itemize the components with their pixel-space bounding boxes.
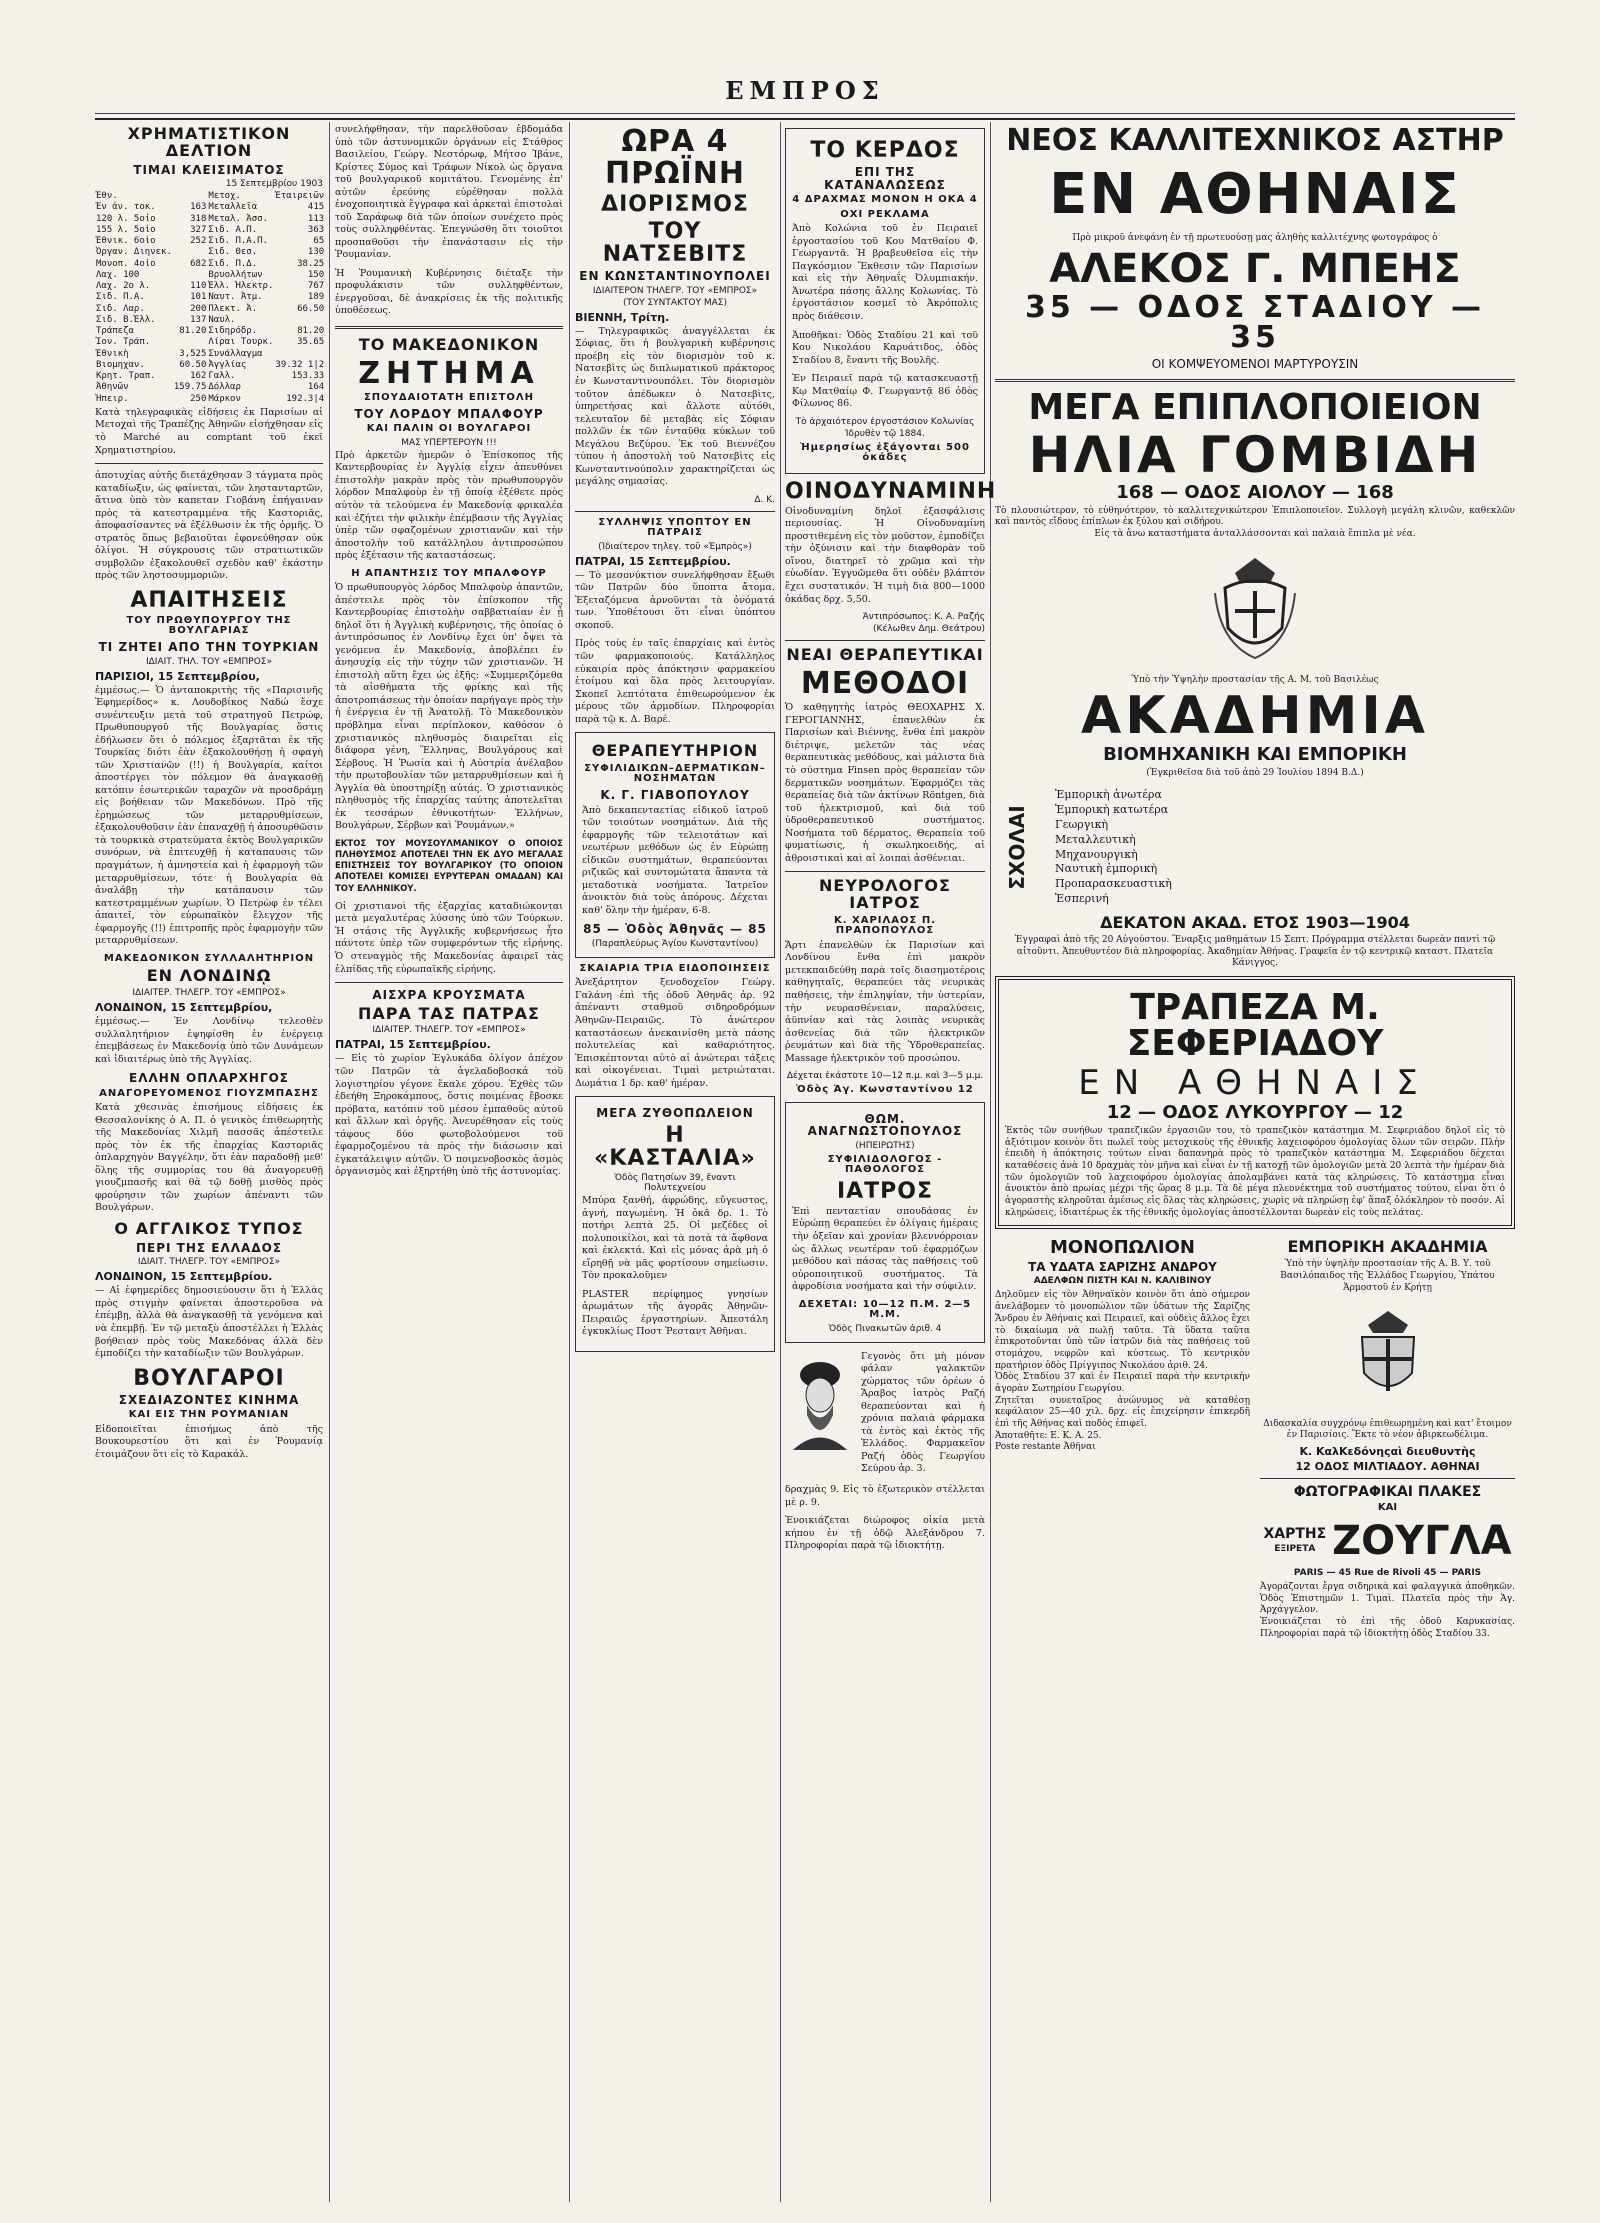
table-row — [95, 382, 325, 393]
ad-address: 168 — ΟΔΟΣ ΑΙΟΛΟΥ — 168 — [1116, 481, 1394, 503]
ad-hours: Δέχεται ἑκάστοτε 10—12 π.μ. καὶ 3—5 μ.μ. — [786, 1071, 984, 1082]
dateline: ΛΟΝΔΙΝΟΝ, 15 Σεπτεμβρίου. — [95, 1270, 273, 1284]
article-signature: Δ. Κ. — [754, 494, 775, 505]
ad-address: Ὁδὸς Πατησίων 39, ἔναντι Πολυτεχνείου — [614, 1172, 736, 1193]
table-cell: Βιομηχαν. — [96, 359, 145, 370]
ad-text: Ἱδρυθὲν τῷ 1884. — [845, 428, 925, 439]
ad-address: (Παραπλεύρως Ἁγίου Κωνσταντίνου) — [591, 938, 759, 949]
royal-crest-icon — [1210, 553, 1300, 663]
ad-text: ΧΑΡΤΗΣ — [1263, 1526, 1327, 1543]
ad-text: Ἡμερησίως ἐξάγονται 500 ὀκάδες — [800, 441, 970, 464]
table-cell — [274, 349, 325, 360]
ad-name: ΗΛΙΑ ΓΟΜΒΙΔΗ — [1028, 425, 1482, 484]
table-row — [95, 371, 325, 382]
coat-of-arms-icon — [1348, 1307, 1428, 1407]
ad-agent: Ἀντιπρόσωπος: Κ. Α. Ραζής — [862, 612, 985, 623]
ad-text: Ἐκτὸς τῶν συνήθων τραπεζικῶν ἐργασιῶν του, τὸ τραπεζικὸν κατάστημα Μ. Σεφεριάδου δηλοῖ εἰς τὸ ἀξιότιμον κοινὸν ὅτι πωλεῖ τοὺς μετοχικοὺς τῆς ἐθνικῆς λαχειοφόρου ὁμολογίας ὅλων τῶν σειρῶν. Πλὴν ἐπειδὴ ἡ ἀπόκτησις τούτων εἶναι δαπανηρὰ πρὸς τὸ τραπεζικὸν κατάστημα Μ. Σεφεριάδου δέχεται καταθέσεις ἀνὰ 10 δραχμὰς τὸν μῆνα καὶ εἶναι ἐν τῇ κατοχῇ τῶν ὁμολογιῶν μετὰ 20 λεπτὰ τὴν ἡμέραν διὰ τῶν ὁμολογιῶν τοῦ λαχειοφόρου ὁμολογίας ἀπολαμβάνει κατὰ τὰς κληρώσεις. Τὸ κατάστημα εἶναι ἀνοικτὸν ἀπὸ πρωίας μέχρι τῆς ὥρας 8 μ.μ. Τὰ δὲ μέγα πλεονέκτημα τοῦ συστήματος τούτου, εἶναι ὅτι ὁ ἀγοραστὴς κληροῦται ἀμέσως εἰς ὅλας τὰς κληρώσεις, χωρὶς νὰ πληρώσῃ ἐφ' ἅπαξ ὁλόκληρον τὸ ποσόν. Αἱ κληρώσεις, ἰδιαιτέρως ἐκ τῆς ἐθνικῆς ὁμολογίας ἀποστέλλονται δωρεὰν εἰς τοὺς πελάτας. — [1005, 1125, 1505, 1218]
dateline: ΠΑΤΡΑΙ, 15 Σεπτεμβρίου. — [335, 1038, 491, 1052]
article-headline: ΖΗΤΗΜΑ — [358, 355, 540, 391]
table-row — [95, 202, 325, 213]
table-cell: Ναυτ. Ἀτμ. — [208, 292, 263, 303]
dateline: ΠΑΡΙΣΙΟΙ, 15 Σεπτεμβρίου, — [95, 669, 260, 683]
ad-text: Ἀνεξάρτητον ξενοδοχεῖον Γεώργ. Γαλάνη ἐπὶ τῆς ὁδοῦ Ἀθηνᾶς ἀρ. 92 ἀπέναντι σταθμοῦ σιδηροδρόμων Ἀθηνῶν-Πειραιῶς. Τὸ ἀνώτερον καταστάσεων ἀνεκαινίσθη μετὰ πάσης πολυτελείας καὶ καθαριότητος. Ἐπισκέπτονται αὐτὸ αἱ ἀνώτεραι τάξεις καὶ οἰκογένειαι. Τιμαὶ μετριώταται. Δωμάτια 1 δρ. καθ' ἡμέραν. — [575, 977, 775, 1089]
ad-title: ΜΕΘΟΔΟΙ — [800, 665, 970, 701]
list-item: Ἐμπορικὴ ἀνωτέρα — [1055, 788, 1162, 802]
ad-title: ΜΕΓΑ ΖΥΘΟΠΩΛΕΙΟΝ — [596, 1106, 754, 1121]
table-cell: 327 — [190, 224, 207, 235]
article-text: Οἱ χριστιανοὶ τῆς ἐξαρχίας καταδιώκονται μετὰ μεγαλυτέρας λύσσης ὑπὸ τῶν Τούρκων. Ἡ στάσις τῆς Ἀγγλικῆς κυβερνήσεως ἦτο πάντοτε ὑπὲρ τῶν συμφερόντων τῆς εἰρήνης. Ὁ στεναγμὸς τῆς Μακεδονίας ἀφαιρεῖ τὰς ἐλπίδας τῆς εὐρωπαϊκῆς εἰρήνης. — [335, 900, 563, 975]
article-headline: ΤΟ ΜΑΚΕΔΟΝΙΚΟΝ — [358, 334, 540, 354]
ad-text: Διδασκαλία συγχρόνῳ ἐπιθεωρημένη καὶ κατ' ἔτοιμον ἐν Παρισίοις. Ἔκτε τὸ νέον ἀβιρκεωδέλιμα. — [1263, 1418, 1512, 1441]
article-headline: ΠΑΡΑ ΤΑΣ ΠΑΤΡΑΣ — [358, 1003, 540, 1023]
ad-text: Ἐν Πειραιεῖ παρὰ τῷ κατασκευαστῇ Κῳ Ματθαίῳ Φ. Γεωργαντᾷ 86 ὁδὸς Φίλωνος 86. — [792, 373, 978, 410]
article-headline: ΩΡΑ 4 ΠΡΩΪΝΗ — [605, 124, 745, 191]
table-cell: Γαλλ. — [208, 371, 236, 382]
ad-text: δραχμὰς 9. Εἰς τὸ ἐξωτερικὸν στέλλεται μὲ ρ. 9. — [785, 1483, 985, 1508]
market-subtitle: ΤΙΜΑΙ ΚΛΕΙΣΙΜΑΤΟΣ — [133, 162, 285, 177]
table-cell: 159.75 — [173, 382, 207, 393]
article-text: ἀποτυχίας αὐτῆς διετάχθησαν 3 τάγματα πρὸς καταδίωξιν, ὡς φαίνεται, τῶν ληστανταρτῶν, ἅτινα ὑπὸ τὸν καπεταν Γιοβάνη ἐπήγαιναν πρὸς τὰ κατεστραμμένα τῆς Καστοριᾶς, ἀποφασίσαντες νὰ ἐξέλθωσιν ἐκ τῆς ὁρμῆς. Ὁ στρατὸς ὅπως βεβαιοῦται ἐφονεύθησαν οὐκ ὀλίγοι. Ἡ σύγκρουσις τῶν στρατιωτικῶν συμβολῶν ἐξακολουθεῖ σχεδὸν καθ' ἑκάστην πρὸς τῶν ληστοσυμμοριῶν. — [95, 470, 323, 582]
ad-text: Ἐνοικιάζεται διώροφος οἰκία μετὰ κήπου ἐν τῇ ὁδῷ Ἀλεξάνδρου 7. Πληροφορίαι παρὰ τῷ ἰδιοκτήτῃ. — [785, 1515, 985, 1552]
table-cell: 81.20 — [179, 326, 207, 337]
market-note: Κατὰ τηλεγραφικὰς εἰδήσεις ἐκ Παρισίων αἱ Μετοχαὶ τῆς Τραπέζης Ἀθηνῶν εἰσήχθησαν εἰς τὸ Marché au comptant τοῦ ἐκεῖ Χρηματιστηρίου. — [95, 406, 323, 456]
table-cell: 189 — [307, 292, 325, 303]
table-cell: 318 — [190, 213, 207, 224]
table-cell: Μάρκον — [208, 393, 241, 404]
table-cell — [274, 315, 325, 326]
lower-ads — [995, 1235, 1515, 1640]
table-cell — [173, 337, 208, 348]
table-cell: 113 — [307, 213, 325, 224]
table-cell: 192.3|4 — [286, 393, 325, 404]
table-cell: 137 — [190, 314, 207, 325]
table-cell: Ἑλλ. Ἠλεκτρ. — [208, 281, 274, 292]
article-text: — Εἰς τὸ χωρίον Ἐγλυκάδα ὀλίγον ἀπέχον τῶν Πατρῶν τὰ ἀγελαδοβοσκά τοῦ λογιστηρίου γέγονε ἔκαλε χόρου. Ἐχθὲς τῶν ἐδεήθη Ξηροκάμπους, ὅστις ποιμένας ἔβοσκε πρόβατα, κατόπιν τοῦ μέσου ἐμπαθοῦς αὐτοῦ καὶ ἄλλων καὶ ὀργῆς. Ἀνευρέθησαν εἰς τοὺς τάφους δύο φωτοβολούμενοι τοῦ ἐφαρμοζομένου τὰ πρὸς τὴν διάσωσιν καὶ ἐγκατάλειψιν αὐτῶν. Ὁ ποιμενοβοσκὸς ἀσμὸς ὀργανισμὸς καὶ ἐξηρτήθη ὑπὸ τῆς ἀστυνομίας. — [335, 1053, 563, 1178]
ad-title: ΘΕΡΑΠΕΥΤΗΡΙΟΝ — [591, 741, 759, 761]
ad-title: ΟΙΝΟΔΥΝΑΜΙΝΗ — [785, 478, 997, 504]
article-subheadline: ΚΑΙ ΕΙΣ ΤΗΝ ΡΟΥΜΑΝΙΑΝ — [128, 1409, 290, 1421]
dateline: ΛΟΝΔΙΝΟΝ, 15 Σεπτεμβρίου, — [95, 1000, 273, 1014]
table-cell — [173, 247, 208, 258]
dateline: ΒΙΕΝΝΗ, Τρίτη. — [575, 310, 670, 324]
table-cell: Ἠπειρ. — [96, 393, 129, 404]
table-cell: Σιδ. Λαρ. — [96, 303, 145, 314]
ad-text: Ὁδὸς Σταδίου 37 καὶ ἐν Πειραιεῖ παρὰ τὴν κεντρικὴν ἀγορὰν Σωτηρίου Γεωργίου. — [995, 1372, 1250, 1394]
article-headline: ΜΑΚΕΔΟΝΙΚΟΝ ΣΥΛΛΑΛΗΤΗΡΙΟΝ — [103, 952, 315, 964]
table-cell: Βρυολλήτων — [208, 269, 263, 280]
masthead-rule — [95, 113, 1515, 114]
table-row — [95, 360, 325, 371]
ad-title: ΦΩΤΟΓΡΑΦΙΚΑΙ ΠΛΑΚΕΣ — [1293, 1483, 1482, 1500]
ad-text: Ἀποταθῆτε: Ε. Κ. Α. 25. — [995, 1430, 1102, 1441]
column-1 — [95, 122, 323, 2202]
article-text: συνελήφθησαν, τὴν παρελθοῦσαν ἑβδομάδα ὑπὸ τῶν ἀστυνομικῶν ὀργάνων εἰς Στάθρος Βασιλείου, Γεώργ. Νεστόρωφ, Μήτσο Ἰβάνε, Κρίστες Σύμος καὶ Τράφων Νίκολ ὡς ὄργανα τοῦ βουλγαρικοῦ κομιτάτου. Γενομένης ἐπ' αὐτῶν ἐρεύνης εὑρέθησαν πολλὰ ἐνοχοποιητικὰ ἔγγραφα καὶ ἀρκεταὶ ἐπιστολαὶ τοῦ Σαράφωφ διὰ τῶν ὁποίων συνέχετο πρὸς τοὺς συλληφθέντας. Ἐπεγνώσθη ὅτι τοιοῦτοι προσπαθοῦσι τὴν ἐπανάστασιν εἰς τὴν Ῥουμανίαν. — [335, 124, 563, 261]
table-cell: Λαχ. 100 — [96, 269, 140, 280]
article-text: Κατὰ χθεσινὰς ἐπισήμους εἰδήσεις ἐκ Θεσσαλονίκης ὁ Α. Π. ὁ γενικὸς ἐπιθεωρητὴς τῆς Μακεδονίας Χιλμῆ πασσᾶς ἀπέστειλε πρὸς τὸν ἐκ τῆς ἐπαρχίας Καστοριᾶς ὁπλαρχηγὸν Βαγγέλην, ὅτι ἐὰν παραδοθῇ μεθ' ὅλης τῆς συμμορίας του θὰ ἀναγορευθῇ γιουζμπασῆς καὶ θὰ τῷ δοθῇ μισθὸς πρὸς φρούρησιν τῶν χωρίων ἀπέναντι τῶν Βουλγάρων. — [95, 1102, 323, 1214]
ad-title: ΕΝ ΑΘΗΝΑΙΣ — [1049, 162, 1461, 227]
article-text: Εἰδοποιεῖται ἐπισήμως ἀπὸ τῆς Βουκουρεστίου ὅτι καὶ ἐν Ῥουμανίᾳ ἐτοιμάζουν ὅτι εἰς τὸ Καρακάλ. — [95, 1423, 323, 1460]
column-4 — [785, 122, 997, 2202]
table-cell: Συνάλλαγμα — [208, 348, 263, 359]
table-cell: 65 — [313, 236, 325, 247]
table-cell: 120 λ. 5οἰο — [96, 213, 156, 224]
ad-address: 85 — Ὁδὸς Ἀθηνᾶς — 85 — [583, 922, 767, 937]
table-row — [95, 247, 325, 258]
schools-items — [995, 788, 1515, 907]
list-item: Μηχανουργικὴ — [1055, 847, 1138, 861]
table-cell — [173, 270, 208, 281]
ad-text: Οἰνοδυναμίνη δηλοῖ ἐξασφάλισις περιουσίας. Ἡ Οἰνοδυναμίνη προστιθεμένη εἰς τὸν μοῦστον, ἐμποδίζει τὴν ὀξύνισιν καὶ τὴν διαφθορὰν τοῦ οἴνου, διατηρεῖ τὸ χρῶμα καὶ τὴν εὐωδίαν. Ἐγγυῶμεθα ὅτι οὐδὲν βλάπτον ἔχει συστατικόν. Ἡ τιμὴ διὰ 800—1000 ὀκάδας δρχ. 5,50. — [785, 505, 985, 605]
article-text: ἑμμέσως.— Ὁ ἀνταποκριτὴς τῆς «Παρισινῆς Ἐφημερίδος» κ. Λουδοβίκος Ναδώ ἔσχε συνέντευξιν μετὰ τοῦ στρατηγοῦ Πετρώφ, Πρωθυπουργοῦ τῆς Βουλγαρίας ὅστις ἐδήλωσεν ὅτι ὁ πόλεμος ἐξαρτᾶται ἐκ τῆς Τουρκίας διότι ἐὰν ἐξακολουθήσῃ ἡ σφαγὴ τῶν Χριστιανῶν (!!) ἡ Βουλγαρία, καίτοι ἀποστέργει τὸν πόλεμον θὰ ἀναγκασθῇ κατόπιν ἐσωτερικῶν ταραχῶν νὰ προσδράμῃ εἰς βοήθειαν τῶν Μακεδόνων. Πρὸ τῆς ἐρημώσεως τῶν μεταρρυθμίσεων, ἐξακολουθοῦσιν ἐὰν ἐπαναχθῇ ἡ ἀποσυρθῶσιν τὰ τουρκικὰ στρατεύματα ἐκτὸς Βουλγαρικῶν συνόρων, νὰ ἐπιτευχθῇ ἡ καταπαυσις τῶν πραγμάτων, ἡ ἀμνηστεία καὶ ἡ ἐφαρμογὴ τῶν μεταρρυθμίσεων, τότε ἡ Βουλγαρία θὰ ἀναλάβῃ τὴν κατάπαυσιν τῶν κατεστραμμένων χωρίων. Ὁ Πετρὼφ ἐν τέλει ἀπαιτεῖ, τὸν εὐρωπαϊκὸν ἔλεγχον τῆς ἐφαρμογῆς (!!) ἐπιτροπῆς πρὸς ἐφαρμογὴν τῶν μεταρρυθμίσεων. — [95, 684, 323, 947]
table-cell: Μεταλλεῖα — [208, 202, 258, 213]
ad-subtitle: ΤΑ ΥΔΑΤΑ ΣΑΡΙΖΗΣ ΑΝΔΡΟΥ — [1028, 1260, 1217, 1275]
table-cell: 682 — [190, 258, 207, 269]
table-cell: 39.32 1|2 — [275, 359, 325, 370]
article-subheadline: ΕΝ ΚΩΝΣΤΑΝΤΙΝΟΥΠΟΛΕΙ — [579, 269, 771, 284]
table-cell: Κρητ. Τραπ. — [96, 371, 156, 382]
divider — [785, 640, 985, 641]
ad-text: Τὸ πλουσιώτερον, τὸ εὐθηνότερον, τὸ καλλιτεχνικώτερον Ἐπιπλοποιεῖον. Συλλογὴ μεγάλη κλινῶν, καθεκλῶν καὶ παντὸς εἴδους ἐπίπλων ἐκ ξύλου καὶ σιδήρου. — [995, 505, 1515, 528]
table-row — [95, 236, 325, 247]
wire-credit: (Ἰδιαίτερον τηλεγ. τοῦ «Ἐμπρὸς») — [598, 541, 752, 552]
arab-doctor-portrait — [785, 1355, 855, 1450]
divider — [95, 463, 323, 464]
cologne-ad — [785, 128, 985, 474]
ad-title: ΕΜΠΟΡΙΚΗ ΑΚΑΔΗΜΙΑ — [1287, 1237, 1488, 1257]
table-row — [95, 281, 325, 292]
wire-credit: ΙΔΙΑΙΤΕΡ. ΤΗΛΕΓΡ. ΤΟΥ «ΕΜΠΡΟΣ» — [372, 1025, 526, 1036]
article-subheadline: ΠΕΡΙ ΤΗΣ ΕΛΛΑΔΟΣ — [135, 1240, 283, 1255]
ad-text: Δηλοῦμεν εἰς τὸν Ἀθηναϊκὸν κοινὸν ὅτι ἀπὸ σήμερον ἀνελάβομεν τὸ μονοπώλιον τῶν ὑδάτων τῆς Σαρίζης Ἄνδρου ἐν Ἀθήναις καὶ Πειραιεῖ, καὶ οὐδεὶς ἄλλος ἔχει τὸ δικαίωμα νὰ πωλῇ ταῦτα. Τὰ ὕδατα ταῦτα ἐπικροτοῦνται ὑπὸ τῶν ἰατρῶν διὰ τὰς παθήσεις τοῦ στομάχου, νεφρῶν καὶ κύστεως. Τὸ κεντρικὸν πρατήριον ὁδὸς Πρίγγιπος Νικολάου ἀριθ. 24. — [995, 1290, 1250, 1371]
ad-subtitle: ΙΑΤΡΟΣ — [836, 1178, 934, 1204]
wire-credit: ΙΔΙΑΙΤΕΡ. ΤΗΛΕΓΡ. ΤΟΥ «ΕΜΠΡΟΣ» — [132, 987, 286, 998]
article-headline: Ο ΑΓΓΛΙΚΟΣ ΤΥΠΟΣ — [114, 1218, 304, 1238]
ad-address: PARIS — 45 Rue de Rivoli 45 — PARIS — [1293, 1567, 1482, 1578]
column-3 — [575, 122, 775, 2202]
ad-title: ΜΟΝΟΠΩΛΙΟΝ — [1050, 1237, 1195, 1259]
table-cell: Ἀθηνῶν — [96, 382, 129, 393]
article-subheadline: ΤΟΥ ΝΑΤΣΕΒΙΤΣ — [602, 219, 748, 268]
table-cell: Μετοχ. — [208, 191, 241, 202]
ad-text: ΕΞΙΡΕΤΑ — [1274, 1544, 1316, 1555]
column-rule — [780, 122, 781, 2202]
table-cell: 110 — [190, 281, 207, 292]
divider — [785, 871, 985, 872]
table-cell: 162 — [190, 371, 207, 382]
article-headline: ΕΛΛΗΝ ΟΠΛΑΡΧΗΓΟΣ — [129, 1071, 289, 1086]
table-cell: Ἐθνικὴ — [96, 348, 129, 359]
article-headline: ΑΙΣΧΡΑ ΚΡΟΥΣΜΑΤΑ — [372, 988, 526, 1003]
table-cell: 200 — [190, 303, 207, 314]
ad-text: Πρὸ μικροῦ ἀνεφάνη ἐν τῇ πρωτευούσῃ μας ἀληθὴς καλλιτέχνης φωτογράφος ὁ — [1072, 233, 1438, 243]
table-cell: 153.33 — [291, 371, 325, 382]
article-subheadline: ΤΙ ΖΗΤΕΙ ΑΠΟ ΤΗΝ ΤΟΥΡΚΙΑΝ — [98, 639, 320, 654]
table-cell: Ἰον. Τράπ. — [96, 337, 151, 348]
schools-list — [995, 788, 1515, 907]
ad-subtitle: (Ἐγκριθεῖσα διὰ τοῦ ἀπὸ 29 Ἰουλίου 1894 Β.Δ.) — [1146, 768, 1364, 779]
ad-hours: ΔΕΧΕΤΑΙ: 10—12 Π.Μ. 2—5 Μ.Μ. — [798, 1298, 972, 1321]
table-cell — [173, 191, 208, 202]
newspaper-name: ΕΜΠΡΟΣ — [725, 76, 885, 105]
table-cell: 130 — [307, 247, 325, 258]
ad-address: Ὁδὸς Ἁγ. Κωνσταντίνου 12 — [796, 1084, 974, 1096]
table-cell: 363 — [307, 224, 325, 235]
ad-text: Ἐγγραφαὶ ἀπὸ τῆς 20 Αὐγούστου. Ἔναρξις μαθημάτων 15 Σεπτ. Πρόγραμμα στέλλεται δωρεὰν παντὶ τῷ αἰτοῦντι. Ἀπευθυντέον διὰ πληροφορίας. Ἀκαδημίαν Ἀθήνας. Γραφεῖα ἐν τῷ κεντρικῷ καταστ. Πλατεῖα Κάνιγγος. — [1014, 934, 1496, 969]
table-cell: 38.25 — [297, 258, 325, 269]
ad-text: Τὸ ἀρχαιότερον ἐργοστάσιον Κολωνίας — [795, 416, 975, 427]
ad-title: ΤΟ ΚΕΡΔΟΣ — [810, 138, 960, 163]
table-cell: Σιδ. Π.Δ. — [208, 258, 258, 269]
ad-title: ΝΕΥΡΟΛΟΓΟΣ ΙΑΤΡΟΣ — [819, 876, 951, 913]
column-rule — [990, 122, 991, 2202]
list-item: Ναυτικὴ ἐμπορικὴ — [1055, 862, 1158, 876]
wire-credit: ΙΔΙΑΙΤ. ΤΗΛΕΓΡ. ΤΟΥ «ΕΜΠΡΟΣ» — [137, 1257, 281, 1268]
article-subheadline: ΤΟΥ ΛΟΡΔΟΥ ΜΠΑΛΦΟΥΡ — [354, 406, 544, 421]
table-row — [95, 337, 325, 348]
ad-text: Ἀγοράζονται ἔργα σιδηρικὰ καὶ φαλαγγικὰ ἀποθηκῶν. Ὁδὸς Ἐπιστημῶν 1. Τιμαὶ. Πλατεῖα πρὸς τὴν Ἁγ. Ἀρχάγγελον. — [1260, 1581, 1515, 1616]
divider — [335, 982, 563, 983]
table-cell: Σιδ. Π.Α. — [96, 292, 145, 303]
ad-text: Ἀπὸ δεκαπενταετίας εἰδικοῦ ἰατροῦ τῶν τοιούτων νοσημάτων. Διὰ τῆς ἐφαρμογῆς τῶν τελειοτάτων καὶ νεωτέρων μεθόδων ὡς ἐν Εὐρώπῃ εἰδικῶν συστημάτων, θεραπεύονται ριζικῶς καὶ συντομώτατα ἅπαντα τὰ μεταδοτικὰ νοσήματα. Ἰατρεῖον ἀνοικτὸν διὰ τοὺς ἀπόρους. Δέχεται καθ' ὅλην τὴν ἡμέραν, 6-8. — [582, 804, 768, 916]
ad-title: ΝΕΑΙ ΘΕΡΑΠΕΥΤΙΚΑΙ — [786, 645, 984, 665]
table-cell: Σιδηρόδρ. — [208, 326, 258, 337]
bank-ad — [995, 976, 1515, 1230]
article-subheadline: ΤΟΥ ΠΡΩΘΥΠΟΥΡΓΟΥ ΤΗΣ ΒΟΥΛΓΑΡΙΑΣ — [126, 614, 292, 637]
table-cell: 101 — [190, 292, 207, 303]
ad-text: Poste restante Ἀθῆναι — [995, 1442, 1096, 1453]
article-text: — Τηλεγραφικῶς ἀναγγέλλεται ἐκ Σόφιας, ὅτι ἡ βουλγαρικὴ κυβέρνησις προέβη εἰς τὸν διορισμὸν τοῦ κ. Νατσεβὶτς ὡς διπλωματικοῦ πράκτορος ἐν Κωνσταντινουπόλει. Τὸν διορισμὸν τοῦτον ἀπέδωκεν ὁ Νατσεβὶτς, ὑπηρετήσας καὶ ἄλλοτε αὐτόθι, τελευταῖον δὲ μεταβὰς εἰς Σόφιαν πολλῶν ἐκ τῶν ἐνταῦθα κύκλων τοῦ Μεγάλου Βεζύρου. Ἐκ τοῦ Βιεννέζου τύπου ἡ ἀποστολὴ τοῦ Νατσεβὶτς εἰς Κωνσταντινούπολιν χαρακτηρίζεται ὡς μεγάλης σημασίας. — [575, 325, 775, 488]
article-subheadline: ΜΑΣ ΥΠΕΡΤΕΡΟΥΝ !!! — [401, 437, 497, 448]
table-cell: Πλεκτ. Ἀ. — [208, 303, 258, 314]
table-cell: Ἐθνικ. 6οἰο — [96, 236, 156, 247]
ad-subtitle: ΣΥΦΙΛΙΔΟΛΟΓΟΣ - ΠΑΘΟΛΟΓΟΣ — [827, 1153, 943, 1176]
table-cell: 415 — [307, 202, 325, 213]
ad-text: PLASTER περίφημος γνησίων ἀρωμάτων τῆς ἀγορᾶς Ἀθηνῶν-Πειραιῶς ἐργαστηρίων. Ἀπεστάλη ἐγκυκλίως Ποστ Ῥεσταντ Ἀθῆναι. — [582, 1288, 768, 1338]
article-text: — Τὸ μεσονύκτιον συνελήφθησαν ἔξωθι τῶν Πατρῶν δύο ὕποπτα ἄτομα. Ἐξεταζόμενα ἀρνοῦνται τὰ ὀνόματά των. Ὑποθέτουσι ὅτι εἶναι ὑπόπτου σκοποῦ. — [575, 569, 775, 631]
table-row — [95, 326, 325, 337]
clinic-ad — [575, 732, 775, 958]
table-cell: Δόλλαρ — [208, 382, 241, 393]
table-cell: 35.65 — [297, 337, 325, 348]
table-cell: Ἀγγλίας — [208, 359, 247, 370]
table-cell: 150 — [307, 269, 325, 280]
table-row — [95, 349, 325, 360]
table-row — [95, 259, 325, 270]
table-cell: Τράπεζα — [96, 326, 134, 337]
ad-name: Κ. ΧΑΡΙΛΑΟΣ Π. ΠΡΑΠΟΠΟΥΛΟΣ — [834, 914, 936, 937]
masthead — [95, 68, 1515, 120]
market-title: ΧΡΗΜΑΤΙΣΤΙΚΟΝ ΔΕΛΤΙΟΝ — [127, 124, 291, 160]
article-text: Ἡ Ῥουμανικὴ Κυβέρνησις διέταξε τὴν προφυλάκισιν τῶν συλληφθέντων, ἐνεργοῦσαι, δὲ ἀνακρίσεις ἐκ τῆς πολιτικῆς ὑποθέσεως. — [335, 267, 563, 317]
dateline: ΠΑΤΡΑΙ, 15 Σεπτεμβρίου. — [575, 554, 731, 568]
ad-text: Ἐπὶ πενταετίαν σπουδάσας ἐν Εὐρώπῃ θεραπεύει ἐν ὀλίγαις ἡμέραις τὴν ὀξεῖαν καὶ χρονίαν βλεννόρροιαν ὡς ἄλλως νεωτέραν τοῦ ἐφαρμόζων μεθόδου καὶ πάσας τὰς παθήσεις τοῦ οὐροποιητικοῦ συστήματος. Τὰ ἀφροδίσια νοσήματα καὶ τὴν σύφιλιν. — [792, 1205, 978, 1293]
ad-title: ΤΡΑΠΕΖΑ Μ. ΣΕΦΕΡΙΑΔΟΥ — [1126, 986, 1384, 1064]
ad-patron: Ὑπὸ τὴν Ὑψηλὴν προστασίαν τῆς Α. Μ. τοῦ Βασιλέως — [1131, 674, 1379, 685]
wire-credit: (ΤΟΥ ΣΥΝΤΑΚΤΟΥ ΜΑΣ) — [623, 297, 727, 308]
ad-address: 12 — ΟΔΟΣ ΛΥΚΟΥΡΓΟΥ — 12 — [1106, 1101, 1404, 1123]
article-subheadline: ΔΙΟΡΙΣΜΟΣ — [601, 192, 749, 217]
ad-text: ΟΙ ΚΟΜΨΕΥΟΜΕΝΟΙ ΜΑΡΤΥΡΟΥΣΙΝ — [1151, 356, 1359, 371]
wire-credit: ΙΔΙΑΙΤΕΡΟΝ ΤΗΛΕΓΡ. ΤΟΥ «ΕΜΠΡΟΣ» — [592, 285, 758, 296]
ad-text: Ἀποθῆκαι: Ὁδὸς Σταδίου 21 καὶ τοῦ Κου Νικολάου Καρυάτιδος, ὁδὸς Σταδίου 8, ἔναντι τῆς Βουλῆς. — [792, 329, 978, 366]
divider — [995, 379, 1515, 382]
ad-address: Ὁδὸς Πινακωτῶν ἀριθ. 4 — [828, 1323, 942, 1334]
ad-title: ΑΚΑΔΗΜΙΑ — [1081, 686, 1429, 747]
article-text: Ὁ πρωθυπουργὸς λόρδος Μπαλφοὺρ ἀπαντῶν, ἀπέστειλε πρὸς τὸν ἐπίσκοπον τῆς Καντερβουρίας ἐπιστολὴν σαββατιαίαν ἐν ᾗ δηλοῖ ὅτι ἡ Ἀγγλικὴ κυβέρνησις, τῆς ὁποίας ὁ ἀντιπρόσωπος ἐν Λονδίνῳ ἔχει ὑπ' ὄψει τὰ γενόμενα ἐν Μακεδονίᾳ, ἀποβλέπει ἐν ἀνησυχίᾳ εἰς τὴν τύχην τῶν χριστιανῶν. Ἡ ἐπιστολὴ αὕτη ἔχει ὡς ἑξῆς: «Συμμεριζόμεθα τὰ αἰσθήματα τῆς φρίκης καὶ τῆς ἀποτροπιάσεως τὴν ὁποίαν παρήγαγε πρὸς τὴν ἡ ἐνέργεια ἐν τῇ Ἀνατολῇ. Τὸ Μακεδονικὸν πρόβλημα εἶναι περίπλοκον, καθόσον ὁ χριστιανικὸς πληθυσμὸς διαιρεῖται εἰς διάφορα γένη, Ἕλληνας, Βουλγάρους καὶ Σέρβους. Ἡ Ῥωσία καὶ ἡ Αὐστρία ἀνέλαβον τὴν πρωτοβουλίαν τῶν μεταρρυθμίσεων καὶ ἡ Ἀγγλία θὰ ὑποστηρίξῃ αὐτάς. Ὁ χριστιανικὸς πληθυσμὸς τῆς ἐπαρχίας ταύτης ἀποτελεῖται ἐκ τεσσάρων ἐθνικοτήτων· Ἑλλήνων, Βουλγάρων, Σέρβων καὶ Ῥουμάνων.» — [335, 582, 563, 832]
ad-text: Μπύρα ξανθή, ἀφρώδης, εὔγευστος, ἀγνή, παγωμένη. Ἡ ὀκᾶ δρ. 1. Τὸ ποτήρι λεπτὰ 25. Οἱ μεζέδες οἱ πολυποικίλοι, καὶ τὰ ποτὰ τὰ ἄφθονα καὶ ἐκλεκτά. Καὶ εἰς μόνας ἀρὰ μὴ ὁ εἴρηθῇ νὰ μᾶς φορτίσουν σημείωσιν. Τὸν προκαλοῦμεν — [582, 1194, 768, 1282]
doctor-ad — [785, 1102, 985, 1343]
table-cell: Σιδ. Θεσ. — [208, 247, 258, 258]
ad-text: Ἀπὸ Κολώνια τοῦ ἐν Πειραιεῖ ἐργοστασίου τοῦ Κου Ματθαίου Φ. Γεωργαντᾶ. Ἡ βραβευθεῖσα εἰς τὴν Παγκόσμιον Ἔκθεσιν τῶν Παρισίων καὶ εἰς τὴν Ἀθηναΐς Ὀλυμπιακήν. Ἀνωτέρα πάσης ἄλλης Κολωνίας. Τὸ ἐργοστάσιον κοσμεῖ τὸ Ἀκρόπολις πρὸς διάθεσιν. — [792, 223, 978, 322]
divider — [575, 511, 775, 512]
article-headline: ΣΥΛΛΗΨΙΣ ΥΠΟΠΤΟΥ ΕΝ ΠΑΤΡΑΙΣ — [598, 516, 752, 539]
list-item: Γεωργικὴ — [1055, 817, 1109, 831]
ad-director: Κ. ΚαλΚεδόνηςαὶ διευθυντὴς — [1299, 1444, 1476, 1458]
column-5 — [995, 122, 1515, 2202]
ad-name: Κ. Γ. ΓΙΑΒΟΠΟΥΛΟΥ — [600, 787, 750, 802]
column-rule — [569, 122, 570, 2202]
ad-title: ΕΝ ΑΘΗΝΑΙΣ — [1078, 1062, 1432, 1103]
ad-name: ΑΛΕΚΟΣ Γ. ΜΠΕΗΣ — [1049, 245, 1461, 292]
table-cell: 3,525 — [179, 348, 207, 359]
brand-name: ΖΟΥΓΛΑ — [1332, 1517, 1512, 1564]
article-headline: ΕΝ ΛΟΝΔΙΝῼ — [146, 966, 272, 986]
article-subheadline: ΑΝΑΓΟΡΕΥΟΜΕΝΟΣ ΓΙΟΥΖΜΠΑΣΗΣ — [99, 1087, 319, 1099]
table-cell: 155 λ. 5οἰο — [96, 224, 156, 235]
column-2 — [335, 122, 563, 2202]
list-item: Προπαρασκευαστικὴ — [1055, 877, 1172, 891]
ad-price: 4 ΔΡΑΧΜΑΣ ΜΟΝΟΝ Η ΟΚΑ 4 — [792, 194, 978, 206]
article-text: ἑμμέσως.— Ἐν Λονδίνῳ τελεσθὲν συλλαλητήριον ἐψηφίσθη ἐν ἐνέργειᾳ ἐπεμβάσεως ἐν Μακεδονίᾳ ὑπὸ τῶν Δυνάμεων καὶ ἰδιαιτέρως ὑπὸ τῆς Ἀγγλίας. — [95, 1015, 323, 1065]
table-row — [95, 191, 325, 202]
article-subheadline: ΣΠΟΥΔΑΙΟΤΑΤΗ ΕΠΙΣΤΟΛΗ — [363, 392, 535, 404]
wire-credit: ΙΔΙΑΙΤ. ΤΗΛ. ΤΟΥ «ΕΜΠΡΟΣ» — [145, 656, 272, 667]
table-cell: Ἐθν. — [96, 191, 118, 202]
ad-text: Ὁ καθηγητὴς ἰατρὸς ΘΕΟΧΑΡΗΣ Χ. ΓΕΡΟΓΙΑΝΝΗΣ, ἐπανελθὼν ἐκ Παρισίων καὶ Βιέννης, ἔνθα ἐπὶ μακρὸν διέτριψε, μελετῶν τὰς νέας θεραπευτικὰς μεθόδους, καὶ μάλιστα διὰ τὸ σύστημα Finsen πρὸς θεραπείαν τῶν δερματικῶν νοσημάτων. Ἐφαρμόζει τὰς θεραπείας διὰ τῶν ἀκτίνων Röntgen, διὰ τοῦ ἠλεκτρισμοῦ, καὶ διὰ τοῦ ὑδροθεραπευτικοῦ συστήματος. Νοσήματα τοῦ δέρματος. Θεραπεία τοῦ φυματίωσις, ἡ σκωληκοειδής, αἱ ἀθροιστικαὶ καὶ αἱ λοιπαὶ ἀσθένειαι. — [785, 702, 985, 864]
market-date: 15 Σεπτεμβρίου 1903 — [225, 179, 323, 190]
table-row — [95, 292, 325, 303]
list-item: Ἑσπερινή — [1055, 892, 1109, 906]
ad-agent: (Κέλωθεν Δημ. Θεάτρου) — [873, 624, 985, 635]
ad-subtitle: ΑΔΕΛΦΩΝ ΠΙΣΤΗ ΚΑΙ Ν. ΚΑΛΙΒΙΝΟΥ — [1033, 1276, 1212, 1287]
table-cell: Ἐν ἀν. τοκ. — [96, 202, 156, 213]
section-heading: Η ΑΠΑΝΤΗΣΙΣ ΤΟΥ ΜΠΑΛΦΟΥΡ — [351, 567, 547, 579]
ad-title: ΘΩΜ. ΑΝΑΓΝΩΣΤΟΠΟΥΛΟΣ — [807, 1111, 963, 1139]
table-cell: Μεταλ. Ἀσσ. — [208, 213, 268, 224]
table-cell: 66.50 — [297, 303, 325, 314]
ad-address: 12 ΟΔΟΣ ΜΙΛΤΙΑΔΟΥ. ΑΘΗΝΑΙ — [1295, 1459, 1480, 1473]
table-cell: Μονοπ. 4οἰο — [96, 258, 156, 269]
column-rule — [329, 122, 330, 2202]
ad-subtitle: ΕΠΙ ΤΗΣ ΚΑΤΑΝΑΛΩΣΕΩΣ — [824, 165, 946, 192]
table-cell: Ὀργαν. Διηνεκ. — [96, 247, 172, 258]
table-row — [95, 270, 325, 281]
divider — [1260, 1478, 1515, 1479]
article-text: — Αἱ ἐφημερίδες δημοσιεύουσιν ὅτι ἡ Ἑλλὰς πρὸς στιγμὴν φαίνεται ἀποστεροῦσα νὰ ἐπέμβῃ, ἀλλὰ θὰ ἀναγκασθῇ τὰ γενόμενα καὶ νὰ ἐπεμβῇ. Ἐν τῷ μεταξὺ ἀποστέλλει ἡ Ἑλλὰς βοήθειαν πρὸς τοὺς Μακεδόνας ἀλλὰ δὲν ἐμποδίζει τὴν καταδίωξιν τῶν Βουλγάρων. — [95, 1285, 323, 1360]
ad-subtitle: ΒΙΟΜΗΧΑΝΙΚΗ ΚΑΙ ΕΜΠΟΡΙΚΗ — [1103, 744, 1407, 766]
table-cell: 81.20 — [297, 326, 325, 337]
brand-row — [1260, 1517, 1515, 1565]
table-row — [95, 315, 325, 326]
brewery-ad — [575, 1096, 775, 1352]
table-row — [95, 225, 325, 236]
market-table — [95, 191, 325, 405]
table-cell: 252 — [190, 236, 207, 247]
ad-text: Ἄρτι ἐπανελθὼν ἐκ Παρισίων καὶ Λονδίνου ἔνθα ἐπὶ μακρὸν μετεκπαιδεύθη παρὰ τοῖς διασημοτέροις καθηγηταῖς, θεραπεύει τὰς νευρικὰς παθήσεις, τὴν ἐπιληψίαν, τὴν ὑστερίαν, τὴν νευρασθένειαν, παραλύσεις, ἀϋπνίαν καὶ τὰς λοιπὰς νευρικὰς ἀσθενείας διὰ τῶν ἠλεκτρικῶν ῥευμάτων καὶ διὰ τῆς Ὑδροθεραπείας. Massage ἠλεκτρικὸν τοῦ προσώπου. — [785, 939, 985, 1064]
ad-text: Ἐνοικιάζεται τὸ ἐπὶ τῆς ὁδοῦ Καρυκασίας. Πληροφορίαι παρὰ τῷ ἰδιοκτήτῃ ὁδὸς Σταδίου 33. — [1260, 1616, 1515, 1639]
brand-left — [1263, 1523, 1326, 1558]
ad-text: Εἰς τὰ ἄνω καταστήματα ἀνταλλάσσονται καὶ παλαιὰ ἔπιπλα μὲ νέα. — [1094, 529, 1416, 540]
list-item: Ἐμπορικὴ κατωτέρα — [1055, 802, 1169, 816]
article-headline: ΒΟΥΛΓΑΡΟΙ — [133, 1365, 285, 1391]
table-cell: 767 — [307, 281, 325, 292]
table-cell: Σιδ. Α.Π. — [208, 224, 258, 235]
ad-text: Ζητεῖται συνεταῖρος ἀνώνυμος νὰ καταθέσῃ κεφάλαιον 25—40 χιλ. δρχ. εἰς ἐπιχείρησιν ἐπικερδῆ ἐπὶ τῆς Ἀθήνας καὶ ποδὸς ἐπιφεῖ. — [995, 1395, 1250, 1429]
table-cell: 163 — [190, 202, 207, 213]
table-cell: 164 — [307, 382, 325, 393]
pharmacy-ad — [785, 1349, 985, 1482]
table-cell: 60.50 — [179, 359, 207, 370]
ad-subtitle: (ΗΠΕΙΡΩΤΗΣ) — [855, 1140, 915, 1151]
article-headline: ΑΠΑΙΤΗΣΕΙΣ — [130, 587, 288, 613]
article-caps-text: ΕΚΤΟΣ ΤΟΥ ΜΟΥΣΟΥΛΜΑΝΙΚΟΥ Ο ΟΠΟΙΟΣ ΠΛΗΘΥΣΜΟΣ ΑΠΟΤΕΛΕΙ ΤΗΝ ΕΚ ΔΥΟ ΜΕΓΑΛΑΣ ΕΠΙΣΤΗΣΕΙΣ ΤΟΥ ΒΟΥΛΓΑΡΙΚΟΥ (ΤΟ ΟΠΟΙΟΝ ΑΠΟΤΕΛΕΙ ΚΟΜΙΣΕΙ ΕΥΡΥΤΕΡΑΝ ΟΜΑΔΑΝ) ΚΑΙ ΤΟΥ ΕΛΛΗΝΙΚΟΥ. — [335, 838, 563, 894]
ad-title: ΜΕΓΑ ΕΠΙΠΛΟΠΟΙΕΙΟΝ — [1028, 386, 1482, 428]
list-item: Μεταλλευτικὴ — [1055, 832, 1136, 846]
table-cell: 250 — [190, 393, 207, 404]
ad-price: ΟΧΙ ΡΕΚΛΑΜΑ — [840, 208, 930, 220]
water-ad — [995, 1235, 1250, 1640]
ad-text: ΚΑΙ — [1377, 1501, 1398, 1513]
table-cell: Ναυλ. — [208, 314, 236, 325]
ad-patron: Ὑπὸ τὴν ὑψηλὴν προστασίαν τῆς Α. Β. Υ. τοῦ Βασιλόπαιδος τῆς Ἑλλάδος Γεωργίου, Ὑπάτου Ἁρμοστοῦ ἐν Κρήτῃ — [1280, 1259, 1495, 1293]
notice-text: Πρὸς τοὺς ἐν ταῖς ἐπαρχίαις καὶ ἐντὸς τῶν φαρμακοποιούς. Κατάλληλος εὐκαιρία πρὸς ἀπόκτησιν φαρμακείου ἑτοίμου καὶ ὅλα πρὸς λειτουργίαν. Σκοπεῖ λεπτότατα ἐπιθεωρούμενον ἐκ μέρους τῶν ἀρμοδίων. Πληροφορίαι παρὰ τῷ κ. Δ. Βαρέ. — [575, 638, 775, 725]
ad-address: 35 — ΟΔΟΣ ΣΤΑΔΙΟΥ — 35 — [1024, 289, 1486, 355]
table-row — [95, 214, 325, 225]
schools-label: ΣΧΟΛΑΙ — [1005, 805, 1029, 890]
ad-title: ΣΚΑΙΑΡΙΑ ΤΡΙΑ ΕΙΔΟΠΟΙΗΣΕΙΣ — [579, 962, 771, 974]
article-subheadline: ΣΧΕΔΙΑΖΟΝΤΕΣ ΚΙΝΗΜΑ — [118, 1392, 300, 1407]
table-cell: Σιδ. Π.Α.Π. — [208, 236, 268, 247]
table-cell: Λίραι Τουρκ. — [208, 337, 274, 348]
commerce-ad — [1260, 1235, 1515, 1640]
ad-text: Γεγονὸς ὅτι μὴ μόνον φάλαν γαλακτῶν χώρματος τῶν ὀρέων ὁ Ἄραβος ἰατρὸς Ραζή θεραπεύονται καὶ ἡ χρόνια παλαιὰ φάρμακα τὰ ἐντὸς καὶ ἐκτὸς τῆς Ἑλλάδος. Φαρμακεῖον Ραζή ὁδὸς Γεωργίου Σεύρου ἀρ. 3. — [861, 1350, 985, 1475]
table-cell: Σιδ. Β.Ἑλλ. — [96, 314, 156, 325]
article-text: Πρὸ ἀρκετῶν ἡμερῶν ὁ Ἐπίσκοπος τῆς Καντερβουρίας ἐν Ἀγγλίᾳ εἶχεν ἀπευθύνει ἐπιστολὴν μακρὰν πρὸς τὸν πρωθυπουργὸν λόρδον Μπαλφοὺρ ἐν τῇ ὁποίᾳ ἐξέθετε πρὸς αὐτὸν τὰ τελούμενα ἐν Μακεδονίᾳ φρικαλέα καὶ ἐζήτει τὴν φιλικὴν ἐπέμβασιν τῆς Ἀγγλίας ὑπὲρ τῶν σφαζομένων χριστιανῶν καὶ τὴν ἀποστολὴν τοῦ κατάλληλου ἀντιπροσώπου πρὸς ἐξέτασιν τῆς καταστάσεως. — [335, 449, 563, 562]
table-cell: Ἐταιρειῶν — [275, 191, 325, 202]
table-row — [95, 304, 325, 315]
article-subheadline: ΚΑΙ ΠΑΛΙΝ ΟΙ ΒΟΥΛΓΑΡΟΙ — [366, 423, 532, 435]
table-row — [95, 394, 325, 405]
ad-title: Η «ΚΑΣΤΑΛΙΑ» — [594, 1122, 756, 1171]
divider — [335, 326, 563, 329]
ad-year: ΔΕΚΑΤΟΝ ΑΚΑΔ. ΕΤΟΣ 1903—1904 — [1100, 912, 1410, 932]
table-cell: Λαχ. 2ο λ. — [96, 281, 151, 292]
ad-subtitle: ΣΥΦΙΛΙΔΙΚΩΝ–ΔΕΡΜΑΤΙΚΩΝ–ΝΟΣΗΜΑΤΩΝ — [584, 762, 766, 785]
ad-title: ΝΕΟΣ ΚΑΛΛΙΤΕΧΝΙΚΟΣ ΑΣΤΗΡ — [1006, 123, 1504, 158]
